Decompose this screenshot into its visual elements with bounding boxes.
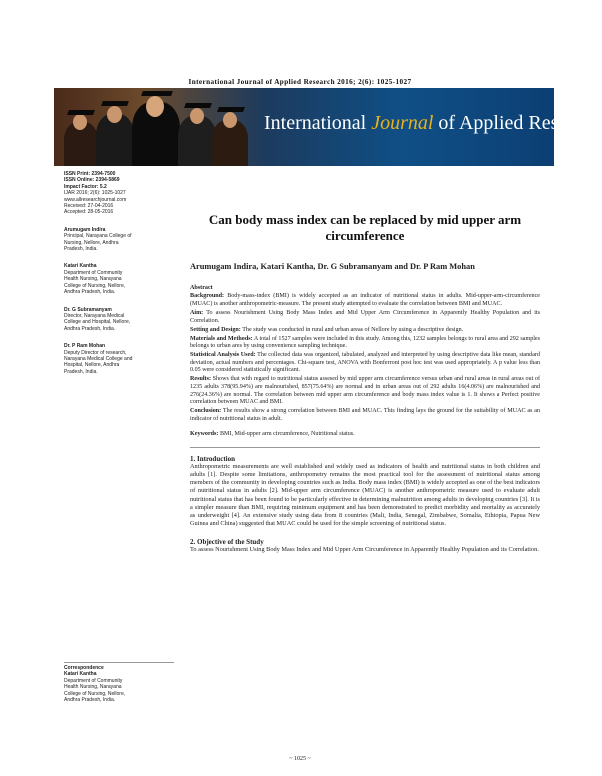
section-body-introduction: Anthropometric measurements are well established and widely used as indicators of health and nutritional status in both children and adults [1]. Despite some limitations, anthropometry remains the most practical tool for the assessment of nutritional status among members of the community in developing countries such as India. Body mass index (BMI) is widely accepted as one of the best indicators of nutritional status in adults [2]. Mid-upper arm circumference (MUAC) is another anthropometric measure used to evaluate adult nutritional status that has been found to be particularly effective in determining malnutrition among adults in developing countries [3]. It is a simpler measure than BMI, requiring minimum equipment and has been demonstrated to predict morbidity and mortality as accurately as underweight [4]. An extensive study using data from 8 countries (Mali, India, Senegal, Zimbabwe, Somalia, Ethiopia, Papua New Guinea and China) suggested that MUAC could be used for the simple screening of nutritional status. [190, 462, 540, 528]
main-content [190, 212, 540, 554]
section-heading-objective: 2. Objective of the Study [190, 538, 264, 547]
abstract-heading: Abstract [190, 284, 213, 291]
section-body-objective: To assess Nourishment Using Body Mass Index and Mid Upper Arm Circumference in Apparently Healthy Population and its Correlation. [190, 546, 539, 554]
journal-header: International Journal of Applied Research 2016; 2(6): 1025-1027 [188, 78, 412, 86]
abstract [190, 285, 540, 424]
abstract-methods: Materials and Methods: A total of 1527 samples were included in this study. Among this, 1232 samples belongs to rural area and 292 samples belongs to urban ares by using convenience sampling technique. [190, 335, 541, 350]
graduate-cap-icon [101, 101, 129, 106]
banner-title [264, 112, 602, 135]
sidebar-author-name: Dr. G Subramanyam [64, 306, 112, 313]
correspondence-affiliation: Andhra Pradesh, India. [64, 697, 116, 704]
sidebar-author [64, 307, 174, 333]
abstract-results: Results: Shows that with regard to nutritional status assesed by mid upper arm circumference versus urban and rural areas in rural areas out of 1235 adults 378(95.94%) are malnourished, 857(75.64%) are normal and in urban areas out of 292 adults 16(4.06%) are malnourished and 276(24.36%) are normal. The correlation between mid upper arm circumference and body mass index value is 1. It shows a Perfect positive correlation between MUAC and BMI. [190, 376, 540, 406]
sidebar-author-name: Arumugam Indira [64, 226, 106, 233]
graduate-cap-icon [184, 103, 212, 108]
page-number: ~ 1025 ~ [289, 756, 311, 762]
sidebar [64, 171, 174, 375]
section-heading-introduction: 1. Introduction [190, 454, 235, 463]
issn-online: ISSN Online: 2394-5869 [64, 177, 120, 184]
journal-banner [54, 88, 602, 166]
sidebar-meta [64, 171, 174, 216]
author-list: Arumugam Indira, Katari Kantha, Dr. G Subramanyam and Dr. P Ram Mohan [190, 262, 475, 271]
sidebar-author-affiliation: College of Nursing, Nellore, [64, 282, 126, 289]
correspondence-name: Katari Kantha [64, 671, 97, 678]
sidebar-author [64, 227, 174, 253]
graduate-cap-icon [217, 107, 245, 112]
content-divider [190, 447, 540, 448]
banner-title-pre: International [264, 112, 367, 134]
sidebar-author-affiliation: Andhra Pradesh, India. [64, 325, 116, 332]
correspondence-affiliation: College of Nursing, Nellore, [64, 690, 126, 697]
received-date: Received: 27-04-2016 [64, 203, 114, 210]
abstract-setting: Setting and Design: The study was conducted in rural and urban areas of Nellore by using a descriptive design. [190, 326, 464, 333]
abstract-statistics: Statistical Analysis Used: The collected data was organized, tabulated, analyzed and interpreted by using descriptive data like mean, standard deviation, actual numbers and percentages. Chi-square test, ANOVA with Bonferroni post hoc test was used appropriately. A p value less than 0.05 were considered statistically significant. [190, 352, 540, 374]
sidebar-author-affiliation: Pradesh, India. [64, 368, 98, 375]
impact-factor: Impact Factor: 5.2 [64, 183, 107, 190]
sidebar-author-affiliation: Narayana Medical College and [64, 355, 133, 362]
sidebar-author-name: Dr. P Ram Mohan [64, 343, 106, 350]
graduate-face [146, 96, 164, 117]
accepted-date: Accepted: 28-05-2016 [64, 209, 114, 216]
journal-url[interactable]: www.allresearchjournal.com [64, 196, 127, 203]
issn-print: ISSN Print: 2394-7500 [64, 171, 116, 177]
sidebar-author-affiliation: Pradesh, India. [64, 246, 98, 253]
correspondence-affiliation: Department of Community [64, 677, 123, 684]
graduate-cap-icon [141, 91, 173, 96]
abstract-aim: Aim: To assess Nourishment Using Body Mass Index and Mid Upper Arm Circumference in Apparently Healthy Population and its Correlation. [190, 310, 540, 324]
abstract-background: Background: Body-mass-index (BMI) is widely accepted as an indicator of nutritional status in adults. Mid-upper-arm-circumference (MUAC) is another anthropometric-measure. The present study attempted to evaluate the correlation between BMI and MUAC. [190, 293, 540, 308]
correspondence-block [64, 665, 174, 703]
abstract-conclusion: Conclusion: The results show a strong correlation between BMI and MUAC. This finding lays the ground for the suitability of MUAC as an indicator of nutritional status in adult. [190, 408, 540, 422]
graduate-face [190, 108, 204, 124]
sidebar-author-affiliation: College and Hospital, Nellore, [64, 319, 131, 326]
banner-title-post: of Applied Research [438, 112, 602, 134]
sidebar-author-affiliation: Principal, Narayana College of [64, 233, 132, 240]
sidebar-author [64, 263, 174, 295]
sidebar-author-affiliation: Hospital, Nellore, Andhra [64, 362, 120, 369]
sidebar-author-name: Katari Kantha [64, 263, 97, 270]
sidebar-author-affiliation: Director, Narayana Medical [64, 312, 125, 319]
paper-title: Can body mass index can be replaced by mid upper arm circumference [208, 212, 522, 243]
sidebar-divider [64, 662, 174, 663]
sidebar-author-affiliation: Health Nursing, Narayana [64, 276, 122, 283]
banner-title-journal: Journal [371, 112, 434, 134]
keywords: Keywords: BMI, Mid-upper arm circumference, Nutritional status. [190, 431, 355, 438]
graduate-face [223, 112, 237, 128]
sidebar-author-affiliation: Department of Community [64, 269, 123, 276]
ijar-ref: IJAR 2016; 2(6): 1025-1027 [64, 190, 126, 197]
correspondence-affiliation: Health Nursing, Narayana [64, 684, 122, 691]
graduate-face [73, 114, 87, 130]
sidebar-author-affiliation: Nursing, Nellore, Andhra [64, 239, 119, 246]
sidebar-author-affiliation: Andhra Pradesh, India. [64, 289, 116, 296]
graduate-cap-icon [67, 110, 95, 115]
correspondence-heading: Correspondence [64, 665, 104, 671]
sidebar-author-affiliation: Deputy Director of research, [64, 349, 127, 356]
graduate-face [107, 106, 122, 123]
sidebar-author [64, 343, 174, 375]
